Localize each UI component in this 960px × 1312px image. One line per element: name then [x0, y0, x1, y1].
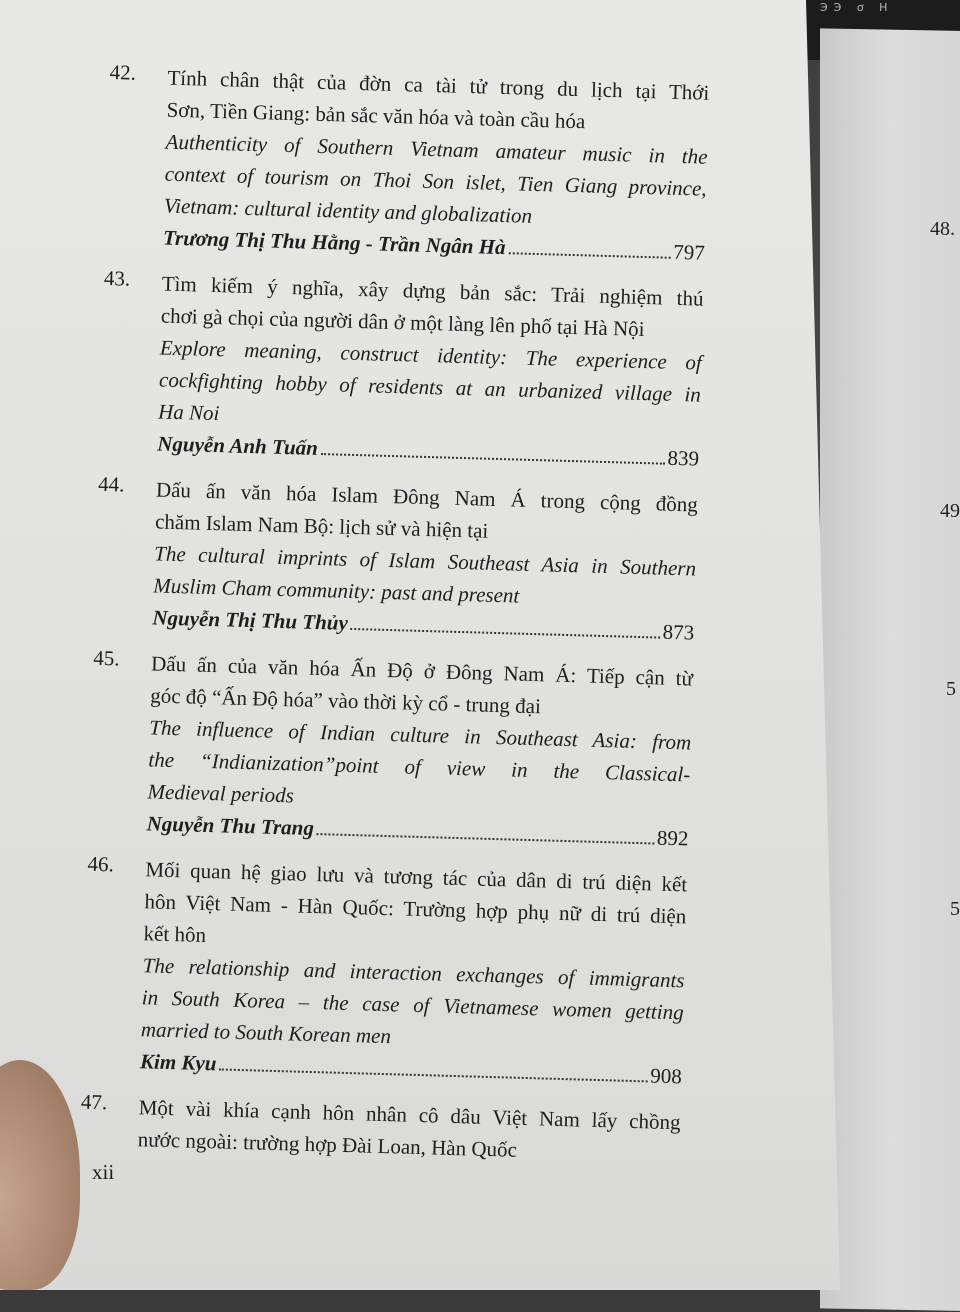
author-name: Kim Kyu [139, 1049, 217, 1076]
english-title-line: context of tourism on Thoi Son islet, Tien Giang province, [164, 161, 707, 201]
vietnamese-title-line: Tính chân thật của đờn ca tài tử trong du lịch tại Thới [167, 65, 710, 105]
facing-page-number: 49 [940, 500, 960, 522]
english-title-line: Vietnam: cultural identity and globalization [163, 193, 533, 228]
toc-entry [105, 60, 710, 269]
vietnamese-title-line: Dấu ấn văn hóa Islam Đông Nam Á trong cộng đồng [155, 477, 699, 517]
english-title-line: Explore meaning, construct identity: The experience of [159, 335, 703, 375]
facing-page-number: 5 [946, 678, 956, 700]
vietnamese-title-line: chơi gà chọi của người dân ở một làng lên phố tại Hà Nội [160, 303, 645, 342]
dot-leader [321, 452, 665, 465]
table-of-contents [79, 60, 710, 1184]
author-name: Nguyễn Anh Tuấn [156, 431, 319, 460]
page-number: 797 [673, 239, 706, 265]
author-name: Nguyễn Thị Thu Thủy [152, 605, 349, 635]
toc-entry [82, 852, 688, 1093]
page-number-footer: xii [92, 1160, 115, 1184]
vietnamese-title-line: Sơn, Tiền Giang: bản sắc văn hóa và toàn cầu hóa [166, 97, 586, 134]
english-title-line: The relationship and interaction exchanges of immigrants [142, 953, 685, 993]
english-title-line: The influence of Indian culture in Southeast Asia: from [149, 715, 692, 755]
facing-page-number: 5 [950, 898, 960, 920]
english-title-line: Authenticity of Southern Vietnam amateur music in the [165, 129, 708, 169]
english-title-line: Ha Noi [157, 399, 220, 426]
entry-number: 47. [80, 1089, 108, 1115]
entry-number: 45. [92, 645, 120, 671]
vietnamese-title-line: Một vài khía cạnh hôn nhân cô dâu Việt Nam lấy chồng [138, 1095, 681, 1135]
toc-entry [88, 646, 693, 855]
vietnamese-title-line: kết hôn [143, 921, 207, 948]
english-title-line: cockfighting hobby of residents at an urbanized village in [158, 367, 702, 407]
dot-leader [219, 1067, 647, 1082]
vietnamese-title-line: chăm Islam Nam Bộ: lịch sử và hiện tại [154, 509, 489, 543]
toc-entry [94, 472, 698, 649]
english-title-line: the “Indianization”point of view in the Classical- [148, 747, 691, 787]
english-title-line: in South Korea – the case of Vietnamese women getting [141, 985, 684, 1025]
facing-page-number: 48. [930, 218, 955, 240]
english-title-line: The cultural imprints of Islam Southeast Asia in Southern [153, 541, 697, 581]
entry-number: 44. [97, 471, 125, 497]
page-number: 839 [667, 445, 700, 471]
toc-entry [99, 266, 704, 475]
english-title-line: married to South Korean men [140, 1017, 392, 1049]
entry-number: 42. [109, 60, 137, 85]
vietnamese-title-line: góc độ “Ấn Độ hóa” vào thời kỳ cổ - trung đại [149, 683, 542, 719]
dot-leader [508, 251, 670, 259]
vietnamese-title-line: Tìm kiếm ý nghĩa, xây dựng bản sắc: Trải nghiệm thú [161, 271, 704, 311]
page-number: 892 [656, 825, 689, 851]
entry-number: 46. [87, 851, 115, 877]
english-title-line: Medieval periods [147, 779, 295, 808]
author-name: Trương Thị Thu Hằng - Trần Ngân Hà [162, 225, 506, 260]
vietnamese-title-line: hôn Việt Nam - Hàn Quốc: Trường hợp phụ nữ di trú diện [144, 889, 687, 929]
page-number: 908 [650, 1063, 683, 1089]
author-name: Nguyễn Thu Trang [146, 811, 315, 840]
vietnamese-title-line: nước ngoài: trường hợp Đài Loan, Hàn Quốc [137, 1127, 518, 1162]
vietnamese-title-line: Mối quan hệ giao lưu và tương tác của dân di trú diện kết [145, 857, 688, 897]
page-number: 873 [662, 619, 695, 645]
english-title-line: Muslim Cham community: past and present [153, 573, 520, 608]
dot-leader [317, 832, 654, 844]
toc-entry [79, 1090, 681, 1171]
entry-number: 43. [103, 265, 131, 291]
vietnamese-title-line: Dấu ấn của văn hóa Ấn Độ ở Đông Nam Á: Tiếp cận từ [150, 651, 694, 691]
dot-leader [351, 627, 660, 639]
spine-text: ЭЭ ơ H [820, 1, 894, 14]
